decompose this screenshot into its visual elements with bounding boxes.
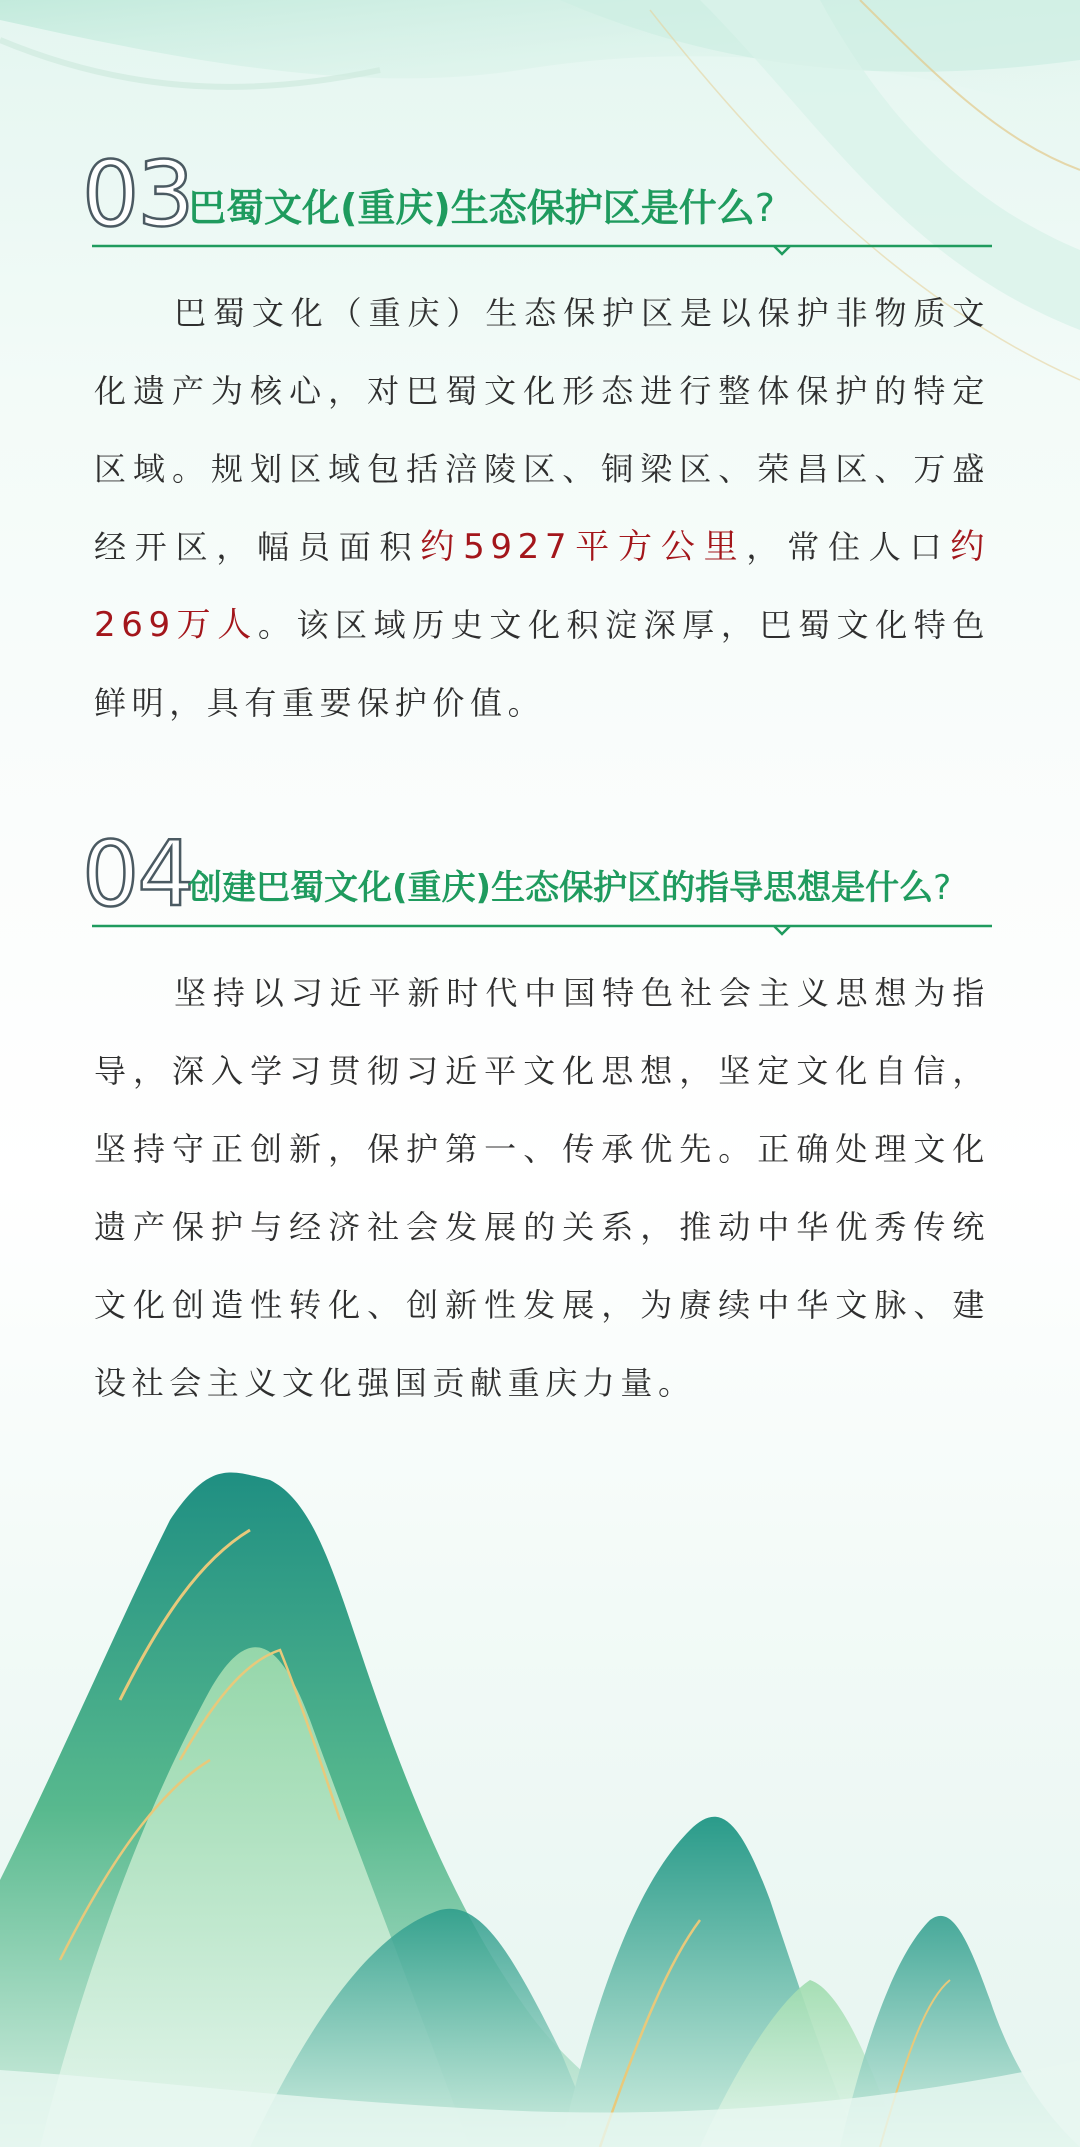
body-text: 巴蜀文化（重庆）生态保护区是以保护非物质文化遗产为核心，对巴蜀文化形态进行整体保护的特定区域。规划区域包括涪陵区、铜梁区、荣昌区、万盛经开区，幅员面积 xyxy=(94,294,990,566)
section-title-text: 巴蜀文化(重庆)生态保护区是什么 xyxy=(188,186,755,230)
mountain-illustration xyxy=(0,1472,1080,2147)
body-text: 坚持以习近平新时代中国特色社会主义思想为指导，深入学习贯彻习近平文化思想，坚定文化自信，坚持守正创新，保护第一、传承优先。正确处理文化遗产保护与经济社会发展的关系，推动中华优秀传统文化创造性转化、创新性发展，为赓续中华文脉、建设社会主义文化强国贡献重庆力量。 xyxy=(94,974,990,1402)
section-number: 03 xyxy=(82,142,193,247)
highlight-population: 约269万人 xyxy=(94,527,990,645)
question-mark: ? xyxy=(754,186,775,230)
question-mark: ? xyxy=(933,868,952,908)
body-text: 。该区域历史文化积淀深厚，巴蜀文化特色鲜明，具有重要保护价值。 xyxy=(94,606,990,722)
section-body xyxy=(94,274,990,742)
section-body xyxy=(94,954,990,1422)
highlight-area: 约5927平方公里 xyxy=(420,527,747,567)
body-text: ，常住人口 xyxy=(746,528,951,566)
heading-underline xyxy=(92,918,992,938)
section-title-text: 创建巴蜀文化(重庆)生态保护区的指导思想是什么 xyxy=(188,868,934,908)
section-title xyxy=(188,862,951,914)
section-title xyxy=(188,182,775,234)
heading-underline xyxy=(92,238,992,258)
section-number: 04 xyxy=(82,822,193,927)
